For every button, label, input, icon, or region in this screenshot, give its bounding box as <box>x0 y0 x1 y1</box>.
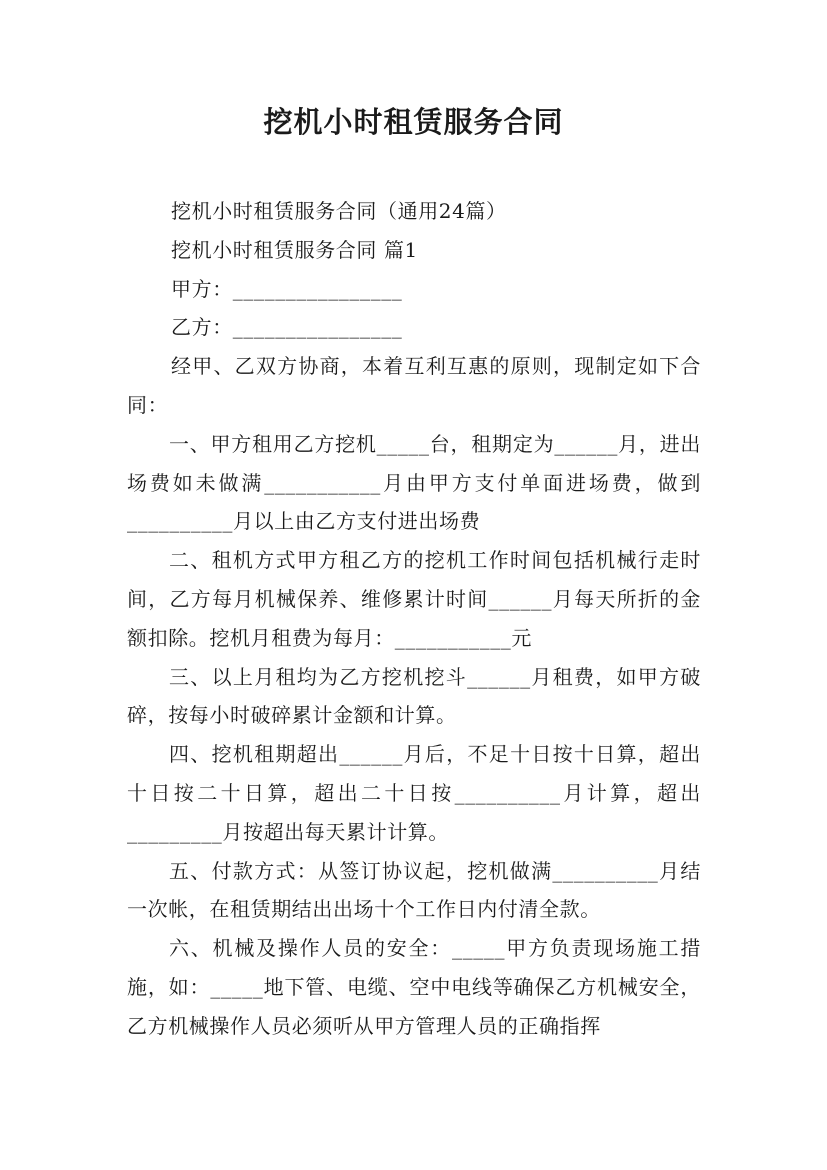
clause-1: 一、甲方租用乙方挖机_____台，租期定为______月，进出场费如未做满___________月由甲方支付单面进场费，做到__________月以上由乙方支付进出场费 <box>127 431 701 534</box>
clause-5: 五、付款方式：从签订协议起，挖机做满__________月结一次帐，在租赁期结出出场十个工作日内付清全款。 <box>127 858 701 922</box>
intro-paragraph: 经甲、乙双方协商，本着互利互惠的原则，现制定如下合同： <box>127 354 701 417</box>
clause-2: 二、租机方式甲方租乙方的挖机工作时间包括机械行走时间，乙方每月机械保养、维修累计时间______月每天所折的金额扣除。挖机月租费为每月：___________元 <box>127 548 701 650</box>
clause-4: 四、挖机租期超出______月后，不足十日按十日算，超出十日按二十日算，超出二十日按__________月计算，超出_________月按超出每天累计计算。 <box>127 742 701 844</box>
clause-6: 六、机械及操作人员的安全：_____甲方负责现场施工措施，如：_____地下管、电缆、空中电线等确保乙方机械安全，乙方机械操作人员必须听从甲方管理人员的正确指挥 <box>127 936 701 1038</box>
document-body <box>127 192 701 1046</box>
party-a-line: 甲方：________________ <box>171 276 403 301</box>
clause-3: 三、以上月租均为乙方挖机挖斗______月租费，如甲方破碎，按每小时破碎累计金额和计算。 <box>127 664 701 728</box>
section-heading: 挖机小时租赁服务合同 篇1 <box>171 237 418 262</box>
party-b-line: 乙方：________________ <box>171 315 403 340</box>
document-title: 挖机小时租赁服务合同 <box>263 105 564 139</box>
subtitle-paragraph: 挖机小时租赁服务合同（通用24篇） <box>171 199 507 223</box>
